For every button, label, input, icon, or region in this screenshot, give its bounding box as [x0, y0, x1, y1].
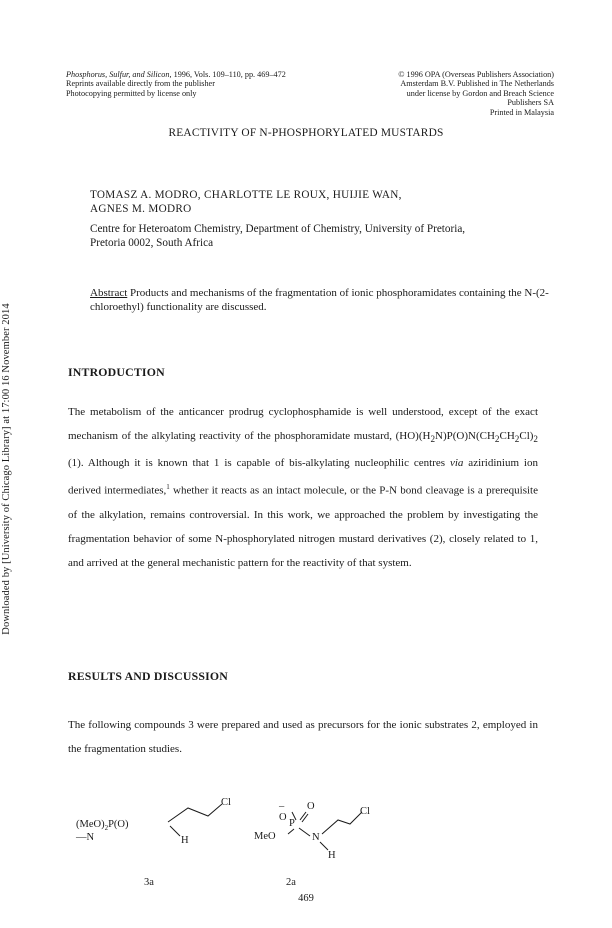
structure-2a-o: O — [307, 801, 315, 812]
results-paragraph: The following compounds 3 were prepared and used as precursors for the ionic substrates 2, employed in the fragmentation studies. — [68, 719, 538, 755]
copyright-block — [294, 70, 554, 117]
printed-line: Printed in Malaysia — [489, 107, 554, 117]
paper-title: REACTIVITY OF N-PHOSPHORYLATED MUSTARDS — [168, 127, 444, 139]
page-number: 469 — [298, 893, 314, 904]
structure-2a-label: 2a — [286, 877, 296, 888]
structure-2a-bonds — [270, 800, 370, 860]
structure-3a-label: 3a — [144, 877, 154, 888]
reprint-note: Reprints available directly from the publisher — [66, 79, 215, 89]
abstract-label: Abstract — [90, 287, 128, 299]
structure-2a-n: N — [312, 832, 320, 843]
publisher-line: Amsterdam B.V. Published in The Netherlands — [400, 79, 554, 89]
affiliation — [90, 222, 550, 250]
structure-2a-p: P — [289, 818, 295, 829]
publisher-name-line: Publishers SA — [507, 98, 554, 108]
abstract — [90, 286, 550, 314]
structure-3a-formula: $(MeO)_2P(O)—N$ — [76, 819, 129, 844]
license-line: under license by Gordon and Breach Science — [406, 88, 554, 98]
abstract-text: Products and mechanisms of the fragmentation of ionic phosphoramidates containing the N-(2-chloroethyl) functionality are discussed. — [90, 287, 549, 313]
results-heading: RESULTS AND DISCUSSION — [68, 669, 229, 683]
introduction-heading: INTRODUCTION — [68, 365, 165, 379]
journal-citation: Phosphorus, Sulfur, and Silicon, 1996, Vols. 109–110, pp. 469–472 — [66, 70, 286, 79]
structure-2a-cl: Cl — [360, 806, 370, 817]
photocopy-note: Photocopying permitted by license only — [66, 88, 197, 98]
copyright-line: © 1996 OPA (Overseas Publishers Association) — [398, 70, 554, 79]
author-line-1: TOMASZ A. MODRO, CHARLOTTE LE ROUX, HUIJIE WAN, — [90, 189, 402, 201]
download-watermark: Downloaded by [University of Chicago Library] at 17:00 16 November 2014 — [1, 303, 12, 635]
introduction-paragraph: The metabolism of the anticancer prodrug cyclophosphamide is well understood, except of the exact mechanism of the alkylating reactivity of the phosphoramidate mustard, $(HO)(H_2N)P(O)N(CH_2CH_2Cl)_2$ (1). Although it is known that 1 is capable of bis-alkylating nucleophilic centres via aziridinium ion derived intermediates,$^1$ whether it reacts as an intact molecule, or the P-N bond cleavage is a prerequisite of the alkylation, remains controversial. In this work, we approached the problem by investigating the fragmentation behavior of some N-phosphorylated nitrogen mustard derivatives (2), closely related to 1, and arrived at the general mechanistic pattern for the reactivity of that system. — [68, 406, 538, 569]
structure-2a-meo: MeO — [254, 831, 276, 842]
structure-2a-o-minus: –O — [279, 801, 287, 823]
author-list — [90, 188, 402, 216]
author-line-2: AGNES M. MODRO — [90, 203, 192, 215]
affiliation-line-2: Pretoria 0002, South Africa — [90, 237, 214, 249]
structure-2a-h: H — [328, 850, 336, 861]
structure-3a-cl: Cl — [221, 797, 231, 808]
structure-3a-h: H — [181, 835, 189, 846]
affiliation-line-1: Centre for Heteroatom Chemistry, Department of Chemistry, University of Pretoria, — [90, 223, 466, 235]
